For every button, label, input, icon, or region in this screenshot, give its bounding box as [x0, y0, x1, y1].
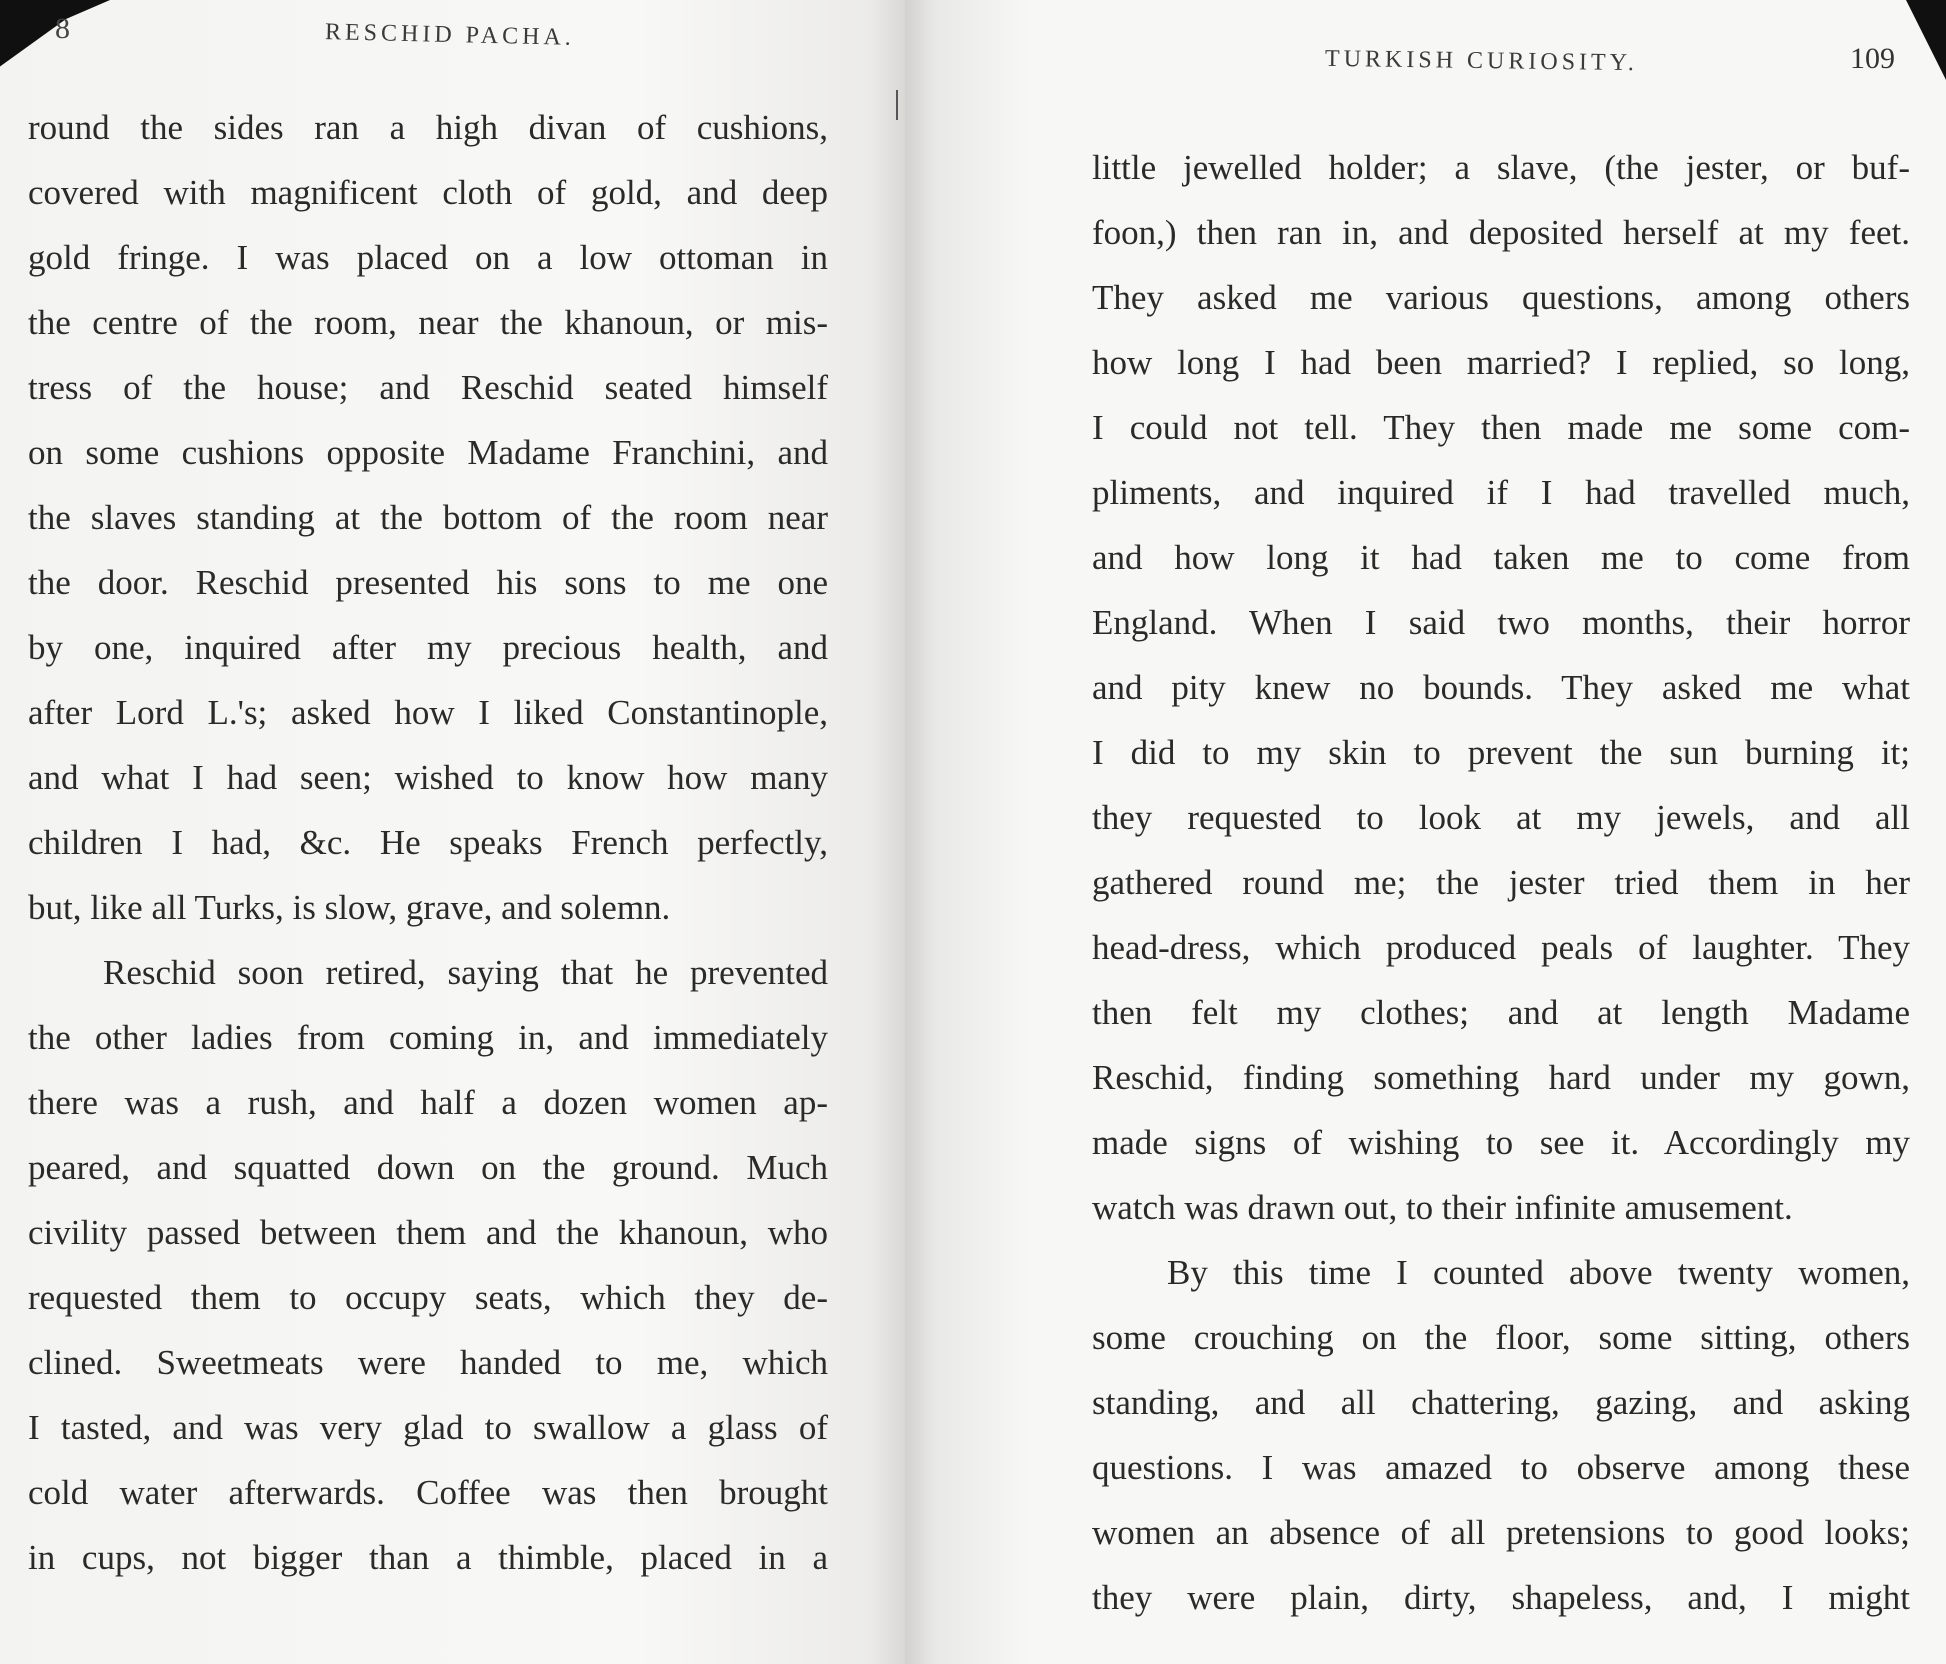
text-line: on some cushions opposite Madame Franchini, and	[28, 433, 828, 472]
text-line: some crouching on the floor, some sitting, others	[1092, 1318, 1910, 1357]
text-line: gold fringe. I was placed on a low ottoman in	[28, 238, 828, 277]
page-number: 8	[55, 12, 70, 45]
text-line: They asked me various questions, among others	[1092, 278, 1910, 317]
text-line: there was a rush, and half a dozen women ap-	[28, 1083, 828, 1122]
text-line: after Lord L.'s; asked how I liked Constantinople,	[28, 693, 828, 732]
text-line: peared, and squatted down on the ground. Much	[28, 1148, 828, 1187]
text-line: I tasted, and was very glad to swallow a glass of	[28, 1408, 828, 1447]
text-line: and how long it had taken me to come from	[1092, 538, 1910, 577]
text-line: round the sides ran a high divan of cushions,	[28, 108, 828, 147]
text-line: pliments, and inquired if I had travelled much,	[1092, 473, 1910, 512]
text-line: I did to my skin to prevent the sun burning it;	[1092, 733, 1910, 772]
text-line: clined. Sweetmeats were handed to me, which	[28, 1343, 828, 1382]
text-line: and pity knew no bounds. They asked me what	[1092, 668, 1910, 707]
text-line: standing, and all chattering, gazing, and asking	[1092, 1383, 1910, 1422]
text-line: by one, inquired after my precious health, and	[28, 628, 828, 667]
left-page	[0, 0, 905, 1664]
running-head: RESCHID PACHA.	[324, 19, 576, 51]
text-line: made signs of wishing to see it. Accordingly my	[1092, 1123, 1910, 1162]
text-line: England. When I said two months, their horror	[1092, 603, 1910, 642]
text-line: the other ladies from coming in, and immediately	[28, 1018, 828, 1057]
text-line: little jewelled holder; a slave, (the jester, or buf-	[1092, 148, 1910, 187]
body-text	[1092, 135, 1910, 1630]
body-text	[28, 95, 828, 1590]
text-line: tress of the house; and Reschid seated himself	[28, 368, 828, 407]
text-line: the door. Reschid presented his sons to me one	[28, 563, 828, 602]
text-line: the centre of the room, near the khanoun, or mis-	[28, 303, 828, 342]
text-line: covered with magnificent cloth of gold, and deep	[28, 173, 828, 212]
text-line: I could not tell. They then made me some com-	[1092, 408, 1910, 447]
text-line: civility passed between them and the khanoun, who	[28, 1213, 828, 1252]
scan-corner-shadow	[1906, 0, 1946, 80]
text-line: Reschid soon retired, saying that he prevented	[103, 953, 828, 992]
text-line: then felt my clothes; and at length Madame	[1092, 993, 1910, 1032]
text-line: Reschid, finding something hard under my gown,	[1092, 1058, 1910, 1097]
text-line: foon,) then ran in, and deposited herself at my feet.	[1092, 213, 1910, 252]
text-line: but, like all Turks, is slow, grave, and solemn.	[28, 888, 671, 927]
text-line: children I had, &c. He speaks French perfectly,	[28, 823, 828, 862]
gutter-mark	[896, 90, 898, 120]
text-line: the slaves standing at the bottom of the room near	[28, 498, 828, 537]
right-page	[905, 0, 1946, 1664]
page-number: 109	[1850, 42, 1895, 75]
text-line: requested them to occupy seats, which they de-	[28, 1278, 828, 1317]
text-line: gathered round me; the jester tried them in her	[1092, 863, 1910, 902]
text-line: they requested to look at my jewels, and all	[1092, 798, 1910, 837]
running-head: TURKISH CURIOSITY.	[1324, 45, 1639, 77]
text-line: in cups, not bigger than a thimble, placed in a	[28, 1538, 828, 1577]
text-line: head-dress, which produced peals of laughter. They	[1092, 928, 1910, 967]
text-line: questions. I was amazed to observe among these	[1092, 1448, 1910, 1487]
text-line: cold water afterwards. Coffee was then brought	[28, 1473, 828, 1512]
text-line: By this time I counted above twenty women,	[1167, 1253, 1910, 1292]
text-line: watch was drawn out, to their infinite amusement.	[1092, 1188, 1793, 1227]
text-line: women an absence of all pretensions to good looks;	[1092, 1513, 1910, 1552]
text-line: they were plain, dirty, shapeless, and, I might	[1092, 1578, 1910, 1617]
text-line: how long I had been married? I replied, so long,	[1092, 343, 1910, 382]
text-line: and what I had seen; wished to know how many	[28, 758, 828, 797]
